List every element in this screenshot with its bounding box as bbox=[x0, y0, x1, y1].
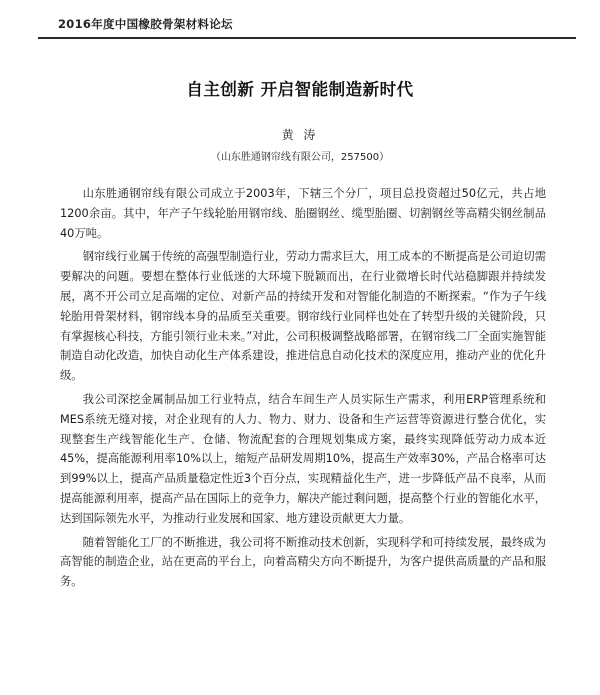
article-author: 黄 涛 bbox=[281, 128, 319, 142]
body-paragraph: 我公司深挖金属制品加工行业特点，结合车间生产人员实际生产需求，利用ERP管理系统和MES系统无缝对接，对企业现有的人力、物力、财力、设备和生产运营等资源进行整合优化，实现整套生产线智能化生产、仓储、物流配套的合理规划集成方案，最终实现降低劳动力成本近45%，提高能源利用率10%以上，缩短产品研发周期10%，提高生产效率30%，产品合格率可达到99%以上，提高产品质量稳定性近3个百分点，实现精益化生产，进一步降低产品不良率，从而提高能源利用率，提高产品在国际上的竞争力，解决产能过剩问题，提高整个行业的智能化水平，达到国际领先水平，为推动行业发展和国家、地方建设贡献更大力量。 bbox=[60, 392, 546, 525]
body-paragraph: 随着智能化工厂的不断推进，我公司将不断推动技术创新，实现科学和可持续发展，最终成为高智能的制造企业，站在更高的平台上，向着高精尖方向不断提升，为客户提供高质量的产品和服务。 bbox=[60, 535, 546, 589]
author-affiliation: （山东胜通钢帘线有限公司，257500） bbox=[210, 152, 390, 163]
header-rule bbox=[38, 37, 576, 39]
article-body bbox=[60, 184, 546, 596]
body-paragraph: 山东胜通钢帘线有限公司成立于2003年，下辖三个分厂，项目总投资超过50亿元，共占地1200余亩。其中，年产子午线轮胎用钢帘线、胎圈钢丝、缆型胎圈、切割钢丝等高精尖钢丝制品40万吨。 bbox=[60, 187, 546, 240]
article-title: 自主创新 开启智能制造新时代 bbox=[186, 80, 414, 99]
body-paragraph: 钢帘线行业属于传统的高强型制造行业，劳动力需求巨大，用工成本的不断提高是公司迫切需要解决的问题。要想在整体行业低迷的大环境下脱颖而出，在行业微增长时代站稳脚跟并持续发展，离不开公司立足高端的定位、对新产品的持续开发和对智能化制造的不断探索。“作为子午线轮胎用骨架材料，钢帘线本身的品质至关重要。钢帘线行业同样也处在了转型升级的关键阶段，只有掌握核心科技，方能引领行业未来。”对此，公司积极调整战略部署，在钢帘线二厂全面实施智能制造自动化改造，加快自动化生产体系建设，推进信息自动化技术的深度应用，推动产业的优化升级。 bbox=[60, 250, 546, 383]
running-header: 2016年度中国橡胶骨架材料论坛 bbox=[58, 17, 233, 31]
